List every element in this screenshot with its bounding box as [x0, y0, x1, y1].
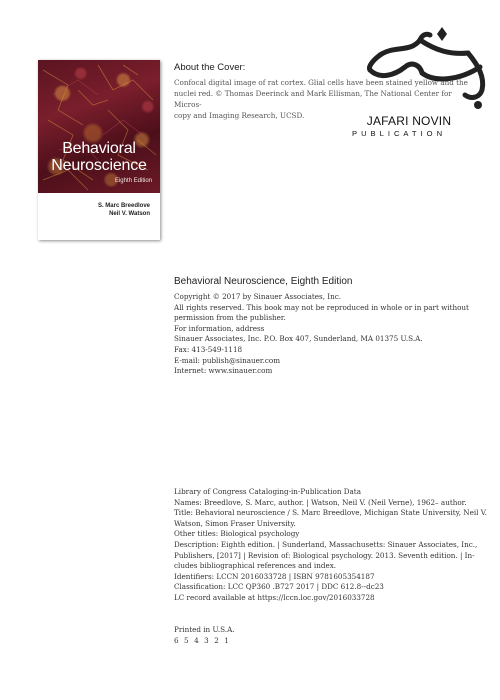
cip-line: Names: Breedlove, S. Marc, author. | Watson, Neil V. (Neil Verne), 1962– author.	[174, 497, 467, 507]
cip-line: Classification: LCC QP360 .B727 2017 | DDC 612.8--dc23	[174, 582, 384, 592]
cip-line: Library of Congress Cataloging-in-Publication Data	[174, 487, 361, 496]
cip-line: Other titles: Biological psychology	[174, 529, 300, 539]
copyright-line: Internet: www.sinauer.com	[174, 366, 273, 376]
cip-line: Title: Behavioral neuroscience / S. Marc Breedlove, Michigan State University, Neil V.	[174, 508, 487, 518]
about-cover-heading: About the Cover:	[174, 62, 246, 73]
cip-line: Watson, Simon Fraser University.	[174, 518, 296, 528]
copyright-line: permission from the publisher.	[174, 313, 286, 323]
cataloging-data-block	[174, 487, 487, 604]
cover-title-line1: Behavioral	[62, 140, 136, 157]
cip-line: Identifiers: LCCN 2016033728 | ISBN 9781605354187	[174, 571, 375, 581]
cip-line: Publishers, [2017] | Revision of: Biological psychology. 2013. Seventh edition. | In-	[174, 550, 475, 560]
book-cover	[38, 60, 160, 240]
copyright-line: Sinauer Associates, Inc. P.O. Box 407, Sunderland, MA 01375 U.S.A.	[174, 334, 423, 344]
cip-line: Description: Eighth edition. | Sunderland, Massachusetts: Sinauer Associates, Inc.,	[174, 539, 478, 549]
publisher-logo-name: JAFARI NOVIN	[366, 114, 452, 128]
cover-edition: Eighth Edition	[114, 178, 152, 184]
copyright-line: Copyright © 2017 by Sinauer Associates, Inc.	[174, 292, 342, 301]
ornament-logo-icon	[350, 25, 496, 113]
publisher-logo	[350, 25, 496, 137]
cip-line: LC record available at https://lccn.loc.gov/2016033728	[174, 592, 375, 602]
copyright-line: For information, address	[174, 323, 265, 333]
cover-image	[38, 60, 160, 193]
copyright-line: All rights reserved. This book may not be reproduced in whole or in part without	[174, 302, 469, 312]
printed-block	[174, 625, 474, 646]
about-line: nuclei red. © Thomas Deerinck and Mark Ellisman, The National Center for Micros-	[174, 89, 452, 109]
copyright-line: Fax: 413-549-1118	[174, 344, 243, 354]
cover-author-1: S. Marc Breedlove	[97, 203, 150, 209]
printing-digits: 6 5 4 3 2 1	[174, 635, 231, 645]
printed-location: Printed in U.S.A.	[174, 625, 235, 634]
copyright-line: E-mail: publish@sinauer.com	[174, 355, 281, 365]
publisher-logo-subtitle: PUBLICATION	[352, 129, 447, 138]
book-title: Behavioral Neuroscience, Eighth Edition	[174, 276, 353, 287]
copyright-block	[174, 292, 474, 377]
about-line: Confocal digital image of rat cortex. Glial cells have been stained yellow and the	[174, 78, 468, 87]
cip-line: cludes bibliographical references and index.	[174, 561, 337, 571]
about-line: copy and Imaging Research, UCSD.	[174, 111, 305, 120]
cover-title-line2: Neuroscience	[51, 157, 147, 174]
cover-author-2: Neil V. Watson	[109, 211, 150, 217]
